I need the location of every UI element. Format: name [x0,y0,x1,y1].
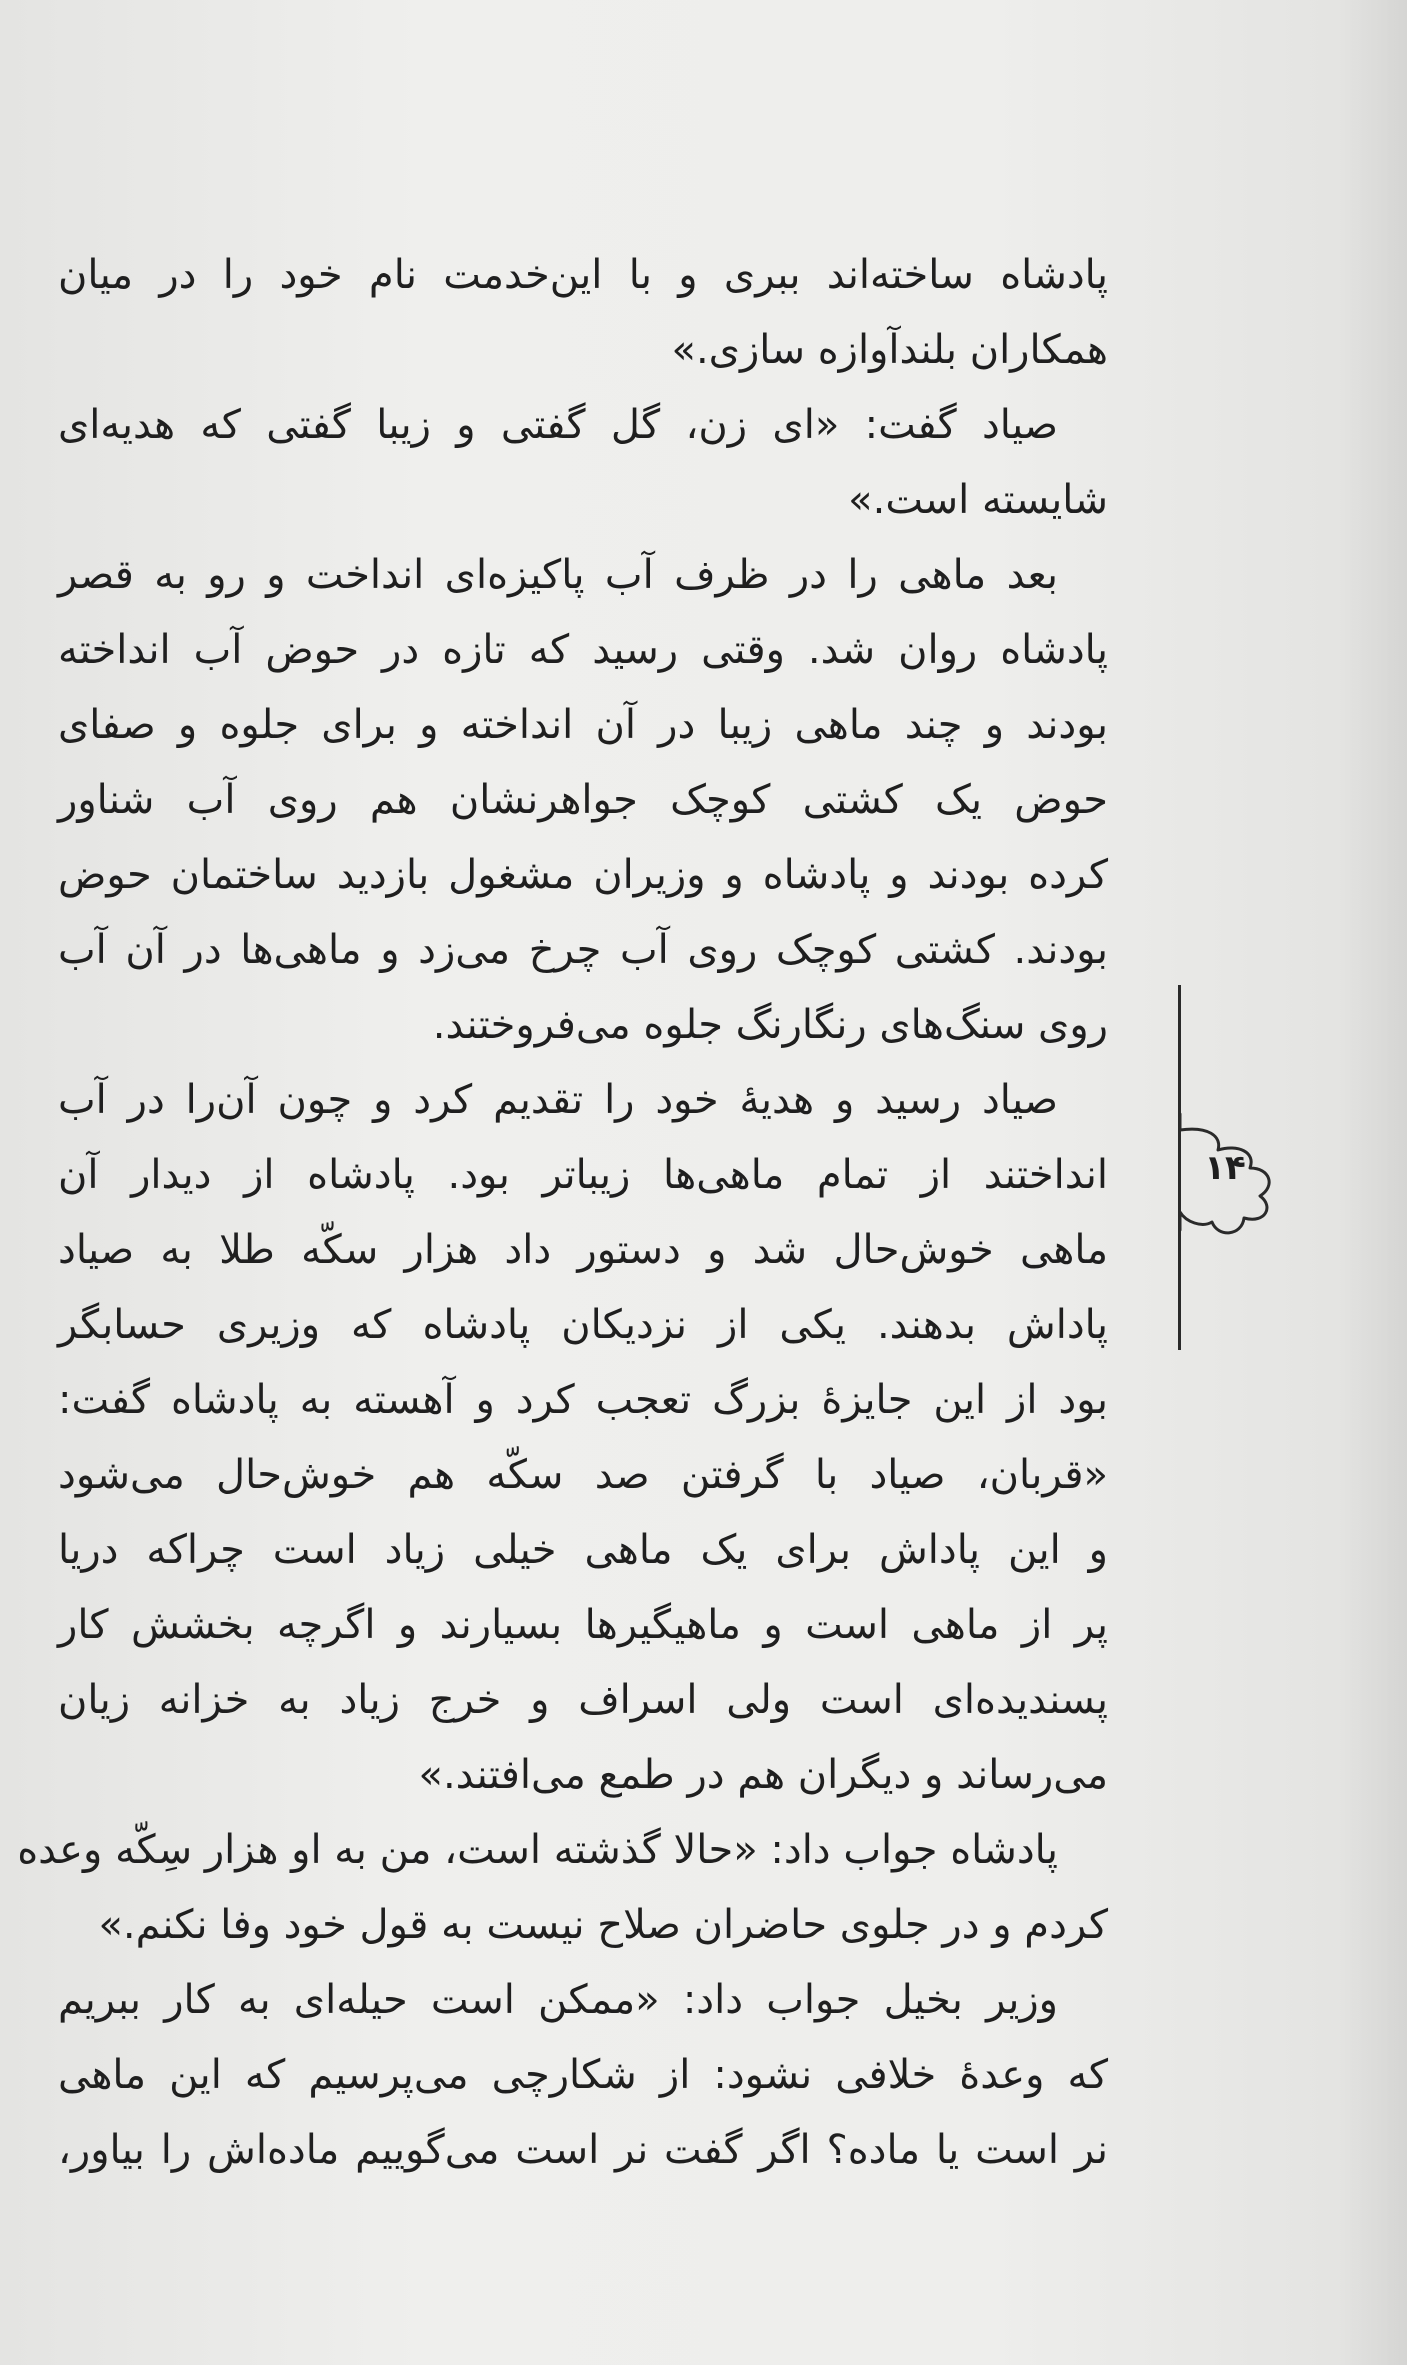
text-line: بود از این جایزهٔ بزرگ تعجب کرد و آهسته به پادشاه گفت: [58,1377,1108,1423]
text-line: ماهی خوش‌حال شد و دستور داد هزار سکّه طلا به صیاد [58,1227,1108,1273]
text-line: می‌رساند و دیگران هم در طمع می‌افتند.» [418,1752,1108,1798]
page-spine-shadow [1337,0,1407,2365]
text-line: پادشاه ساخته‌اند ببری و با این‌خدمت نام خود را در میان [58,252,1108,298]
body-text [17,238,1108,2188]
text-line: پادشاه جواب داد: «حالا گذشته است، من به او هزار سِکّه وعده [17,1827,1058,1873]
text-line: بودند. کشتی کوچک روی آب چرخ می‌زد و ماهی‌ها در آن آب [58,927,1108,973]
text-line: روی سنگ‌های رنگارنگ جلوه می‌فروختند. [432,1002,1108,1048]
text-line: همکاران بلندآوازه سازی.» [671,327,1108,373]
text-line: وزیر بخیل جواب داد: «ممکن است حیله‌ای به کار ببریم [58,1977,1058,2023]
text-line: نر است یا ماده؟ اگر گفت نر است می‌گوییم ماده‌اش را بیاور، [58,2127,1108,2173]
text-line: صیاد گفت: «ای زن، گل گفتی و زیبا گفتی که هدیه‌ای [58,402,1058,448]
text-line: حوض یک کشتی کوچک جواهرنشان هم روی آب شناور [58,777,1108,823]
text-line: شایسته است.» [848,477,1108,523]
page-number: ۱۴ [1204,1148,1246,1188]
text-line: بعد ماهی را در ظرف آب پاکیزه‌ای انداخت و رو به قصر [58,552,1058,598]
text-line: پسندیده‌ای است ولی اسراف و خرج زیاد به خزانه زیان [58,1677,1108,1723]
text-line: که وعدهٔ خلافی نشود: از شکارچی می‌پرسیم که این ماهی [58,2052,1108,2098]
text-line: پاداش بدهند. یکی از نزدیکان پادشاه که وزیری حسابگر [58,1302,1108,1348]
text-line: کردم و در جلوی حاضران صلاح نیست به قول خود وفا نکنم.» [98,1902,1108,1948]
text-line: و این پاداش برای یک ماهی خیلی زیاد است چراکه دریا [58,1527,1108,1573]
text-line: پر از ماهی است و ماهیگیرها بسیارند و اگرچه بخشش کار [58,1602,1108,1648]
text-line: صیاد رسید و هدیهٔ خود را تقدیم کرد و چون آن‌را در آب [58,1077,1058,1123]
text-line: کرده بودند و پادشاه و وزیران مشغول بازدید ساختمان حوض [58,852,1108,898]
text-line: «قربان، صیاد با گرفتن صد سکّه هم خوش‌حال می‌شود [58,1452,1108,1498]
text-line: انداختند از تمام ماهی‌ها زیباتر بود. پادشاه از دیدار آن [58,1152,1108,1198]
text-line: پادشاه روان شد. وقتی رسید که تازه در حوض آب انداخته [58,627,1108,673]
text-line: بودند و چند ماهی زیبا در آن انداخته و برای جلوه و صفای [58,702,1108,748]
